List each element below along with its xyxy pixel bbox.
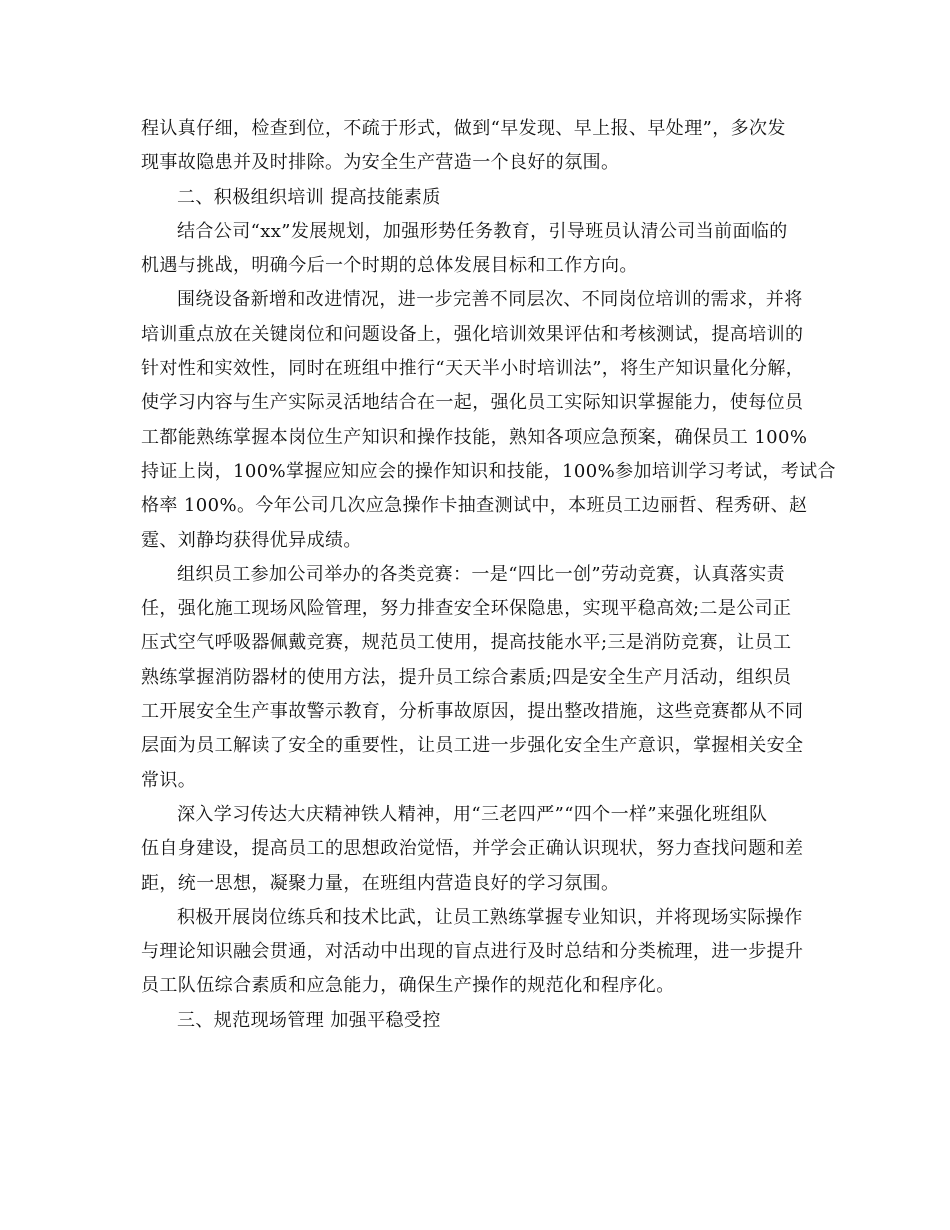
document-page (141, 112, 836, 1038)
text-line: 熟练掌握消防器材的使用方法，提升员工综合素质;四是安全生产月活动，组织员 (141, 666, 792, 688)
section-heading: 二、积极组织培训 提高技能素质 (177, 186, 441, 208)
text-line: 组织员工参加公司举办的各类竞赛：一是“四比一创”劳动竞赛，认真落实责 (177, 563, 786, 585)
section-heading: 三、规范现场管理 加强平稳受控 (177, 1009, 441, 1031)
text-line: 结合公司“xx”发展规划，加强形势任务教育，引导班员认清公司当前面临的 (177, 220, 788, 242)
text-line: 常识。 (141, 769, 197, 791)
text-line: 机遇与挑战，明确今后一个时期的总体发展目标和工作方向。 (141, 255, 638, 277)
text-line: 压式空气呼吸器佩戴竞赛，规范员工使用，提高技能水平;三是消防竞赛，让员工 (141, 632, 792, 654)
text-line: 与理论知识融会贯通，对活动中出现的盲点进行及时总结和分类梳理，进一步提升 (141, 941, 804, 963)
text-line: 使学习内容与生产实际灵活地结合在一起，强化员工实际知识掌握能力，使每位员 (141, 392, 804, 414)
text-line: 持证上岗，100%掌握应知应会的操作知识和技能，100%参加培训学习考试，考试合 (141, 460, 836, 482)
text-line: 距，统一思想，凝聚力量，在班组内营造良好的学习氛围。 (141, 872, 620, 894)
text-line: 格率 100%。今年公司几次应急操作卡抽查测试中，本班员工边丽哲、程秀研、赵 (141, 495, 808, 517)
text-line: 围绕设备新增和改进情况，进一步完善不同层次、不同岗位培训的需求，并将 (177, 289, 803, 311)
text-line: 工都能熟练掌握本岗位生产知识和操作技能，熟知各项应急预案，确保员工 100% (141, 426, 808, 448)
text-line: 霆、刘静均获得优异成绩。 (141, 529, 362, 551)
text-line: 现事故隐患并及时排除。为安全生产营造一个良好的氛围。 (141, 152, 620, 174)
text-line: 培训重点放在关键岗位和问题设备上，强化培训效果评估和考核测试，提高培训的 (141, 323, 804, 345)
text-line: 积极开展岗位练兵和技术比武，让员工熟练掌握专业知识，并将现场实际操作 (177, 906, 803, 928)
text-line: 层面为员工解读了安全的重要性，让员工进一步强化安全生产意识，掌握相关安全 (141, 735, 804, 757)
text-line: 程认真仔细，检查到位，不疏于形式，做到“早发现、早上报、早处理”，多次发 (141, 118, 786, 139)
text-line: 员工队伍综合素质和应急能力，确保生产操作的规范化和程序化。 (141, 975, 675, 997)
text-line: 深入学习传达大庆精神铁人精神，用“三老四严”“四个一样”来强化班组队 (177, 803, 768, 825)
text-line: 伍自身建设，提高员工的思想政治觉悟，并学会正确认识现状，努力查找问题和差 (141, 838, 804, 860)
text-line: 任，强化施工现场风险管理，努力排查安全环保隐患，实现平稳高效;二是公司正 (141, 598, 792, 620)
text-line: 针对性和实效性，同时在班组中推行“天天半小时培训法”，将生产知识量化分解， (141, 358, 805, 380)
text-line: 工开展安全生产事故警示教育，分析事故原因，提出整改措施，这些竞赛都从不同 (141, 701, 804, 723)
